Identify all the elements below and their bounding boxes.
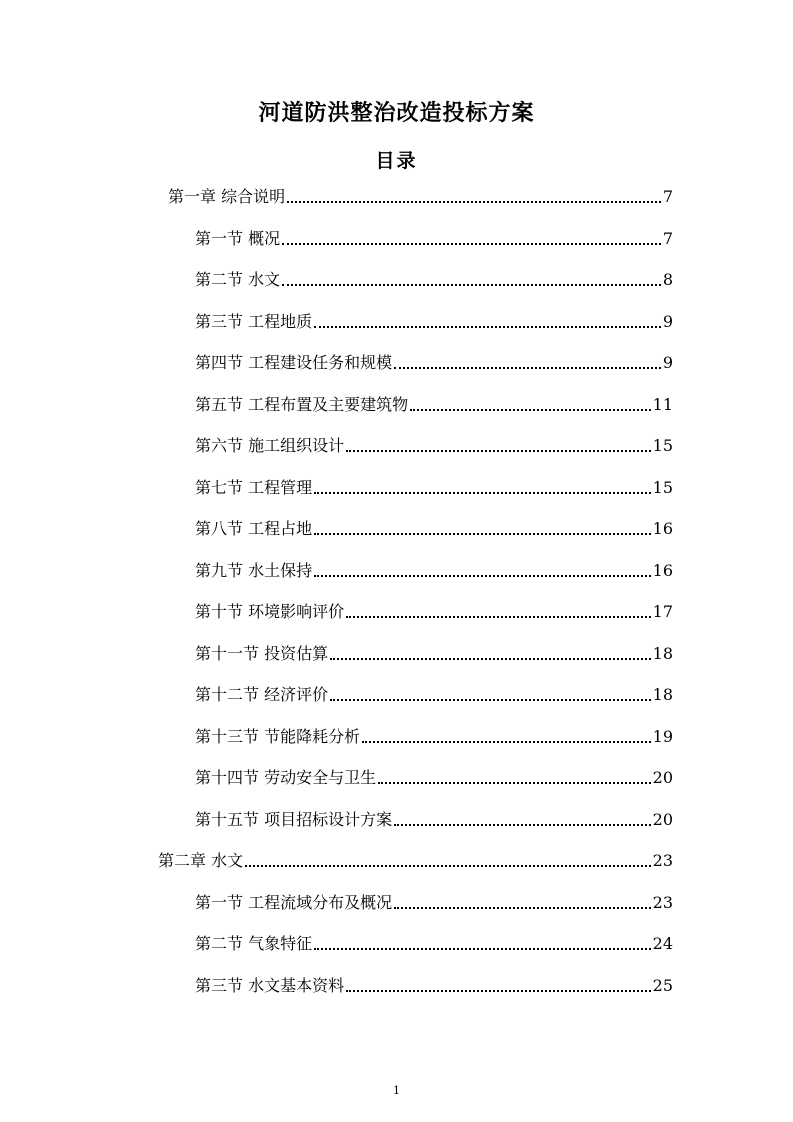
- toc-leader: [346, 990, 651, 992]
- document-title: 河道防洪整治改造投标方案: [258, 101, 535, 126]
- toc-entry-label: 第五节 工程布置及主要建筑物: [195, 395, 409, 414]
- toc-entry-label: 第十三节 节能降耗分析: [195, 727, 361, 746]
- toc-leader: [287, 201, 661, 203]
- toc-entry-label: 第三节 水文基本资料: [195, 976, 345, 995]
- toc-entry-page: 15: [652, 436, 673, 455]
- toc-entry-page: 20: [652, 810, 673, 829]
- toc-leader: [346, 450, 651, 452]
- toc-entry-label: 第二节 气象特征: [195, 934, 313, 953]
- toc-entry-page: 16: [652, 519, 673, 538]
- toc-entry-label: 第四节 工程建设任务和规模: [195, 353, 393, 372]
- toc-leader: [362, 741, 651, 743]
- toc-entry-label: 第十一节 投资估算: [195, 644, 329, 663]
- toc-leader: [394, 367, 661, 369]
- toc-leader: [330, 658, 651, 660]
- toc-leader: [378, 782, 651, 784]
- toc-entry-page: 20: [652, 768, 673, 787]
- toc-entry-page: 16: [652, 561, 673, 580]
- toc-entry[interactable]: [195, 725, 673, 749]
- toc-entry-label: 第八节 工程占地: [195, 519, 313, 538]
- toc-entry-label: 第一节 概况: [195, 229, 281, 248]
- toc-leader: [314, 948, 651, 950]
- toc-entry[interactable]: [195, 891, 673, 915]
- toc-leader: [394, 907, 651, 909]
- toc-entry-label: 第六节 施工组织设计: [195, 436, 345, 455]
- page-number: 1: [393, 1084, 400, 1097]
- toc-leader: [314, 326, 661, 328]
- toc-entry[interactable]: [195, 393, 673, 417]
- toc-entry-page: 19: [652, 727, 673, 746]
- toc-entry[interactable]: [195, 559, 673, 583]
- toc-entry[interactable]: [195, 932, 673, 956]
- toc-entry[interactable]: [168, 185, 673, 209]
- toc-entry-label: 第九节 水土保持: [195, 561, 313, 580]
- toc-entry-page: 23: [652, 893, 673, 912]
- toc-entry[interactable]: [195, 351, 673, 375]
- toc-entry-label: 第十四节 劳动安全与卫生: [195, 768, 377, 787]
- toc-entry-label: 第十二节 经济评价: [195, 685, 329, 704]
- toc-entry-page: 17: [652, 602, 673, 621]
- toc-entry-label: 第三节 工程地质: [195, 312, 313, 331]
- toc-entry-label: 第一章 综合说明: [168, 187, 286, 206]
- toc-entry-page: 18: [652, 685, 673, 704]
- toc-entry[interactable]: [158, 849, 673, 873]
- toc-heading: 目录: [375, 150, 418, 172]
- toc-entry[interactable]: [195, 476, 673, 500]
- toc-leader: [314, 492, 651, 494]
- toc-leader: [346, 616, 651, 618]
- toc-entry-label: 第一节 工程流域分布及概况: [195, 893, 393, 912]
- toc-leader: [410, 409, 651, 411]
- toc-entry[interactable]: [195, 434, 673, 458]
- toc-entry-page: 7: [662, 187, 673, 206]
- toc-leader: [330, 699, 651, 701]
- toc-entry[interactable]: [195, 517, 673, 541]
- toc-entry-page: 9: [662, 312, 673, 331]
- toc-entry-label: 第二节 水文: [195, 270, 281, 289]
- toc-entry-page: 25: [652, 976, 673, 995]
- toc-entry-label: 第二章 水文: [158, 851, 244, 870]
- toc-entry[interactable]: [195, 766, 673, 790]
- toc-entry[interactable]: [195, 600, 673, 624]
- toc-entry[interactable]: [195, 683, 673, 707]
- toc-leader: [282, 243, 661, 245]
- toc-entry[interactable]: [195, 808, 673, 832]
- toc-entry[interactable]: [195, 642, 673, 666]
- toc-entry-page: 7: [662, 229, 673, 248]
- toc-entry-page: 8: [662, 270, 673, 289]
- toc-leader: [314, 533, 651, 535]
- toc-entry[interactable]: [195, 310, 673, 334]
- toc-leader: [314, 575, 651, 577]
- toc-entry-label: 第七节 工程管理: [195, 478, 313, 497]
- toc-leader: [245, 865, 651, 867]
- toc-entry-page: 11: [652, 395, 673, 414]
- toc-entry[interactable]: [195, 227, 673, 251]
- toc-entry[interactable]: [195, 268, 673, 292]
- toc-leader: [282, 284, 661, 286]
- toc-entry-page: 15: [652, 478, 673, 497]
- toc-entry-page: 24: [652, 934, 673, 953]
- toc-entry-label: 第十节 环境影响评价: [195, 602, 345, 621]
- toc-entry[interactable]: [195, 974, 673, 998]
- toc-entry-page: 9: [662, 353, 673, 372]
- toc-entry-label: 第十五节 项目招标设计方案: [195, 810, 393, 829]
- toc-entry-page: 18: [652, 644, 673, 663]
- toc-leader: [394, 824, 651, 826]
- toc-entry-page: 23: [652, 851, 673, 870]
